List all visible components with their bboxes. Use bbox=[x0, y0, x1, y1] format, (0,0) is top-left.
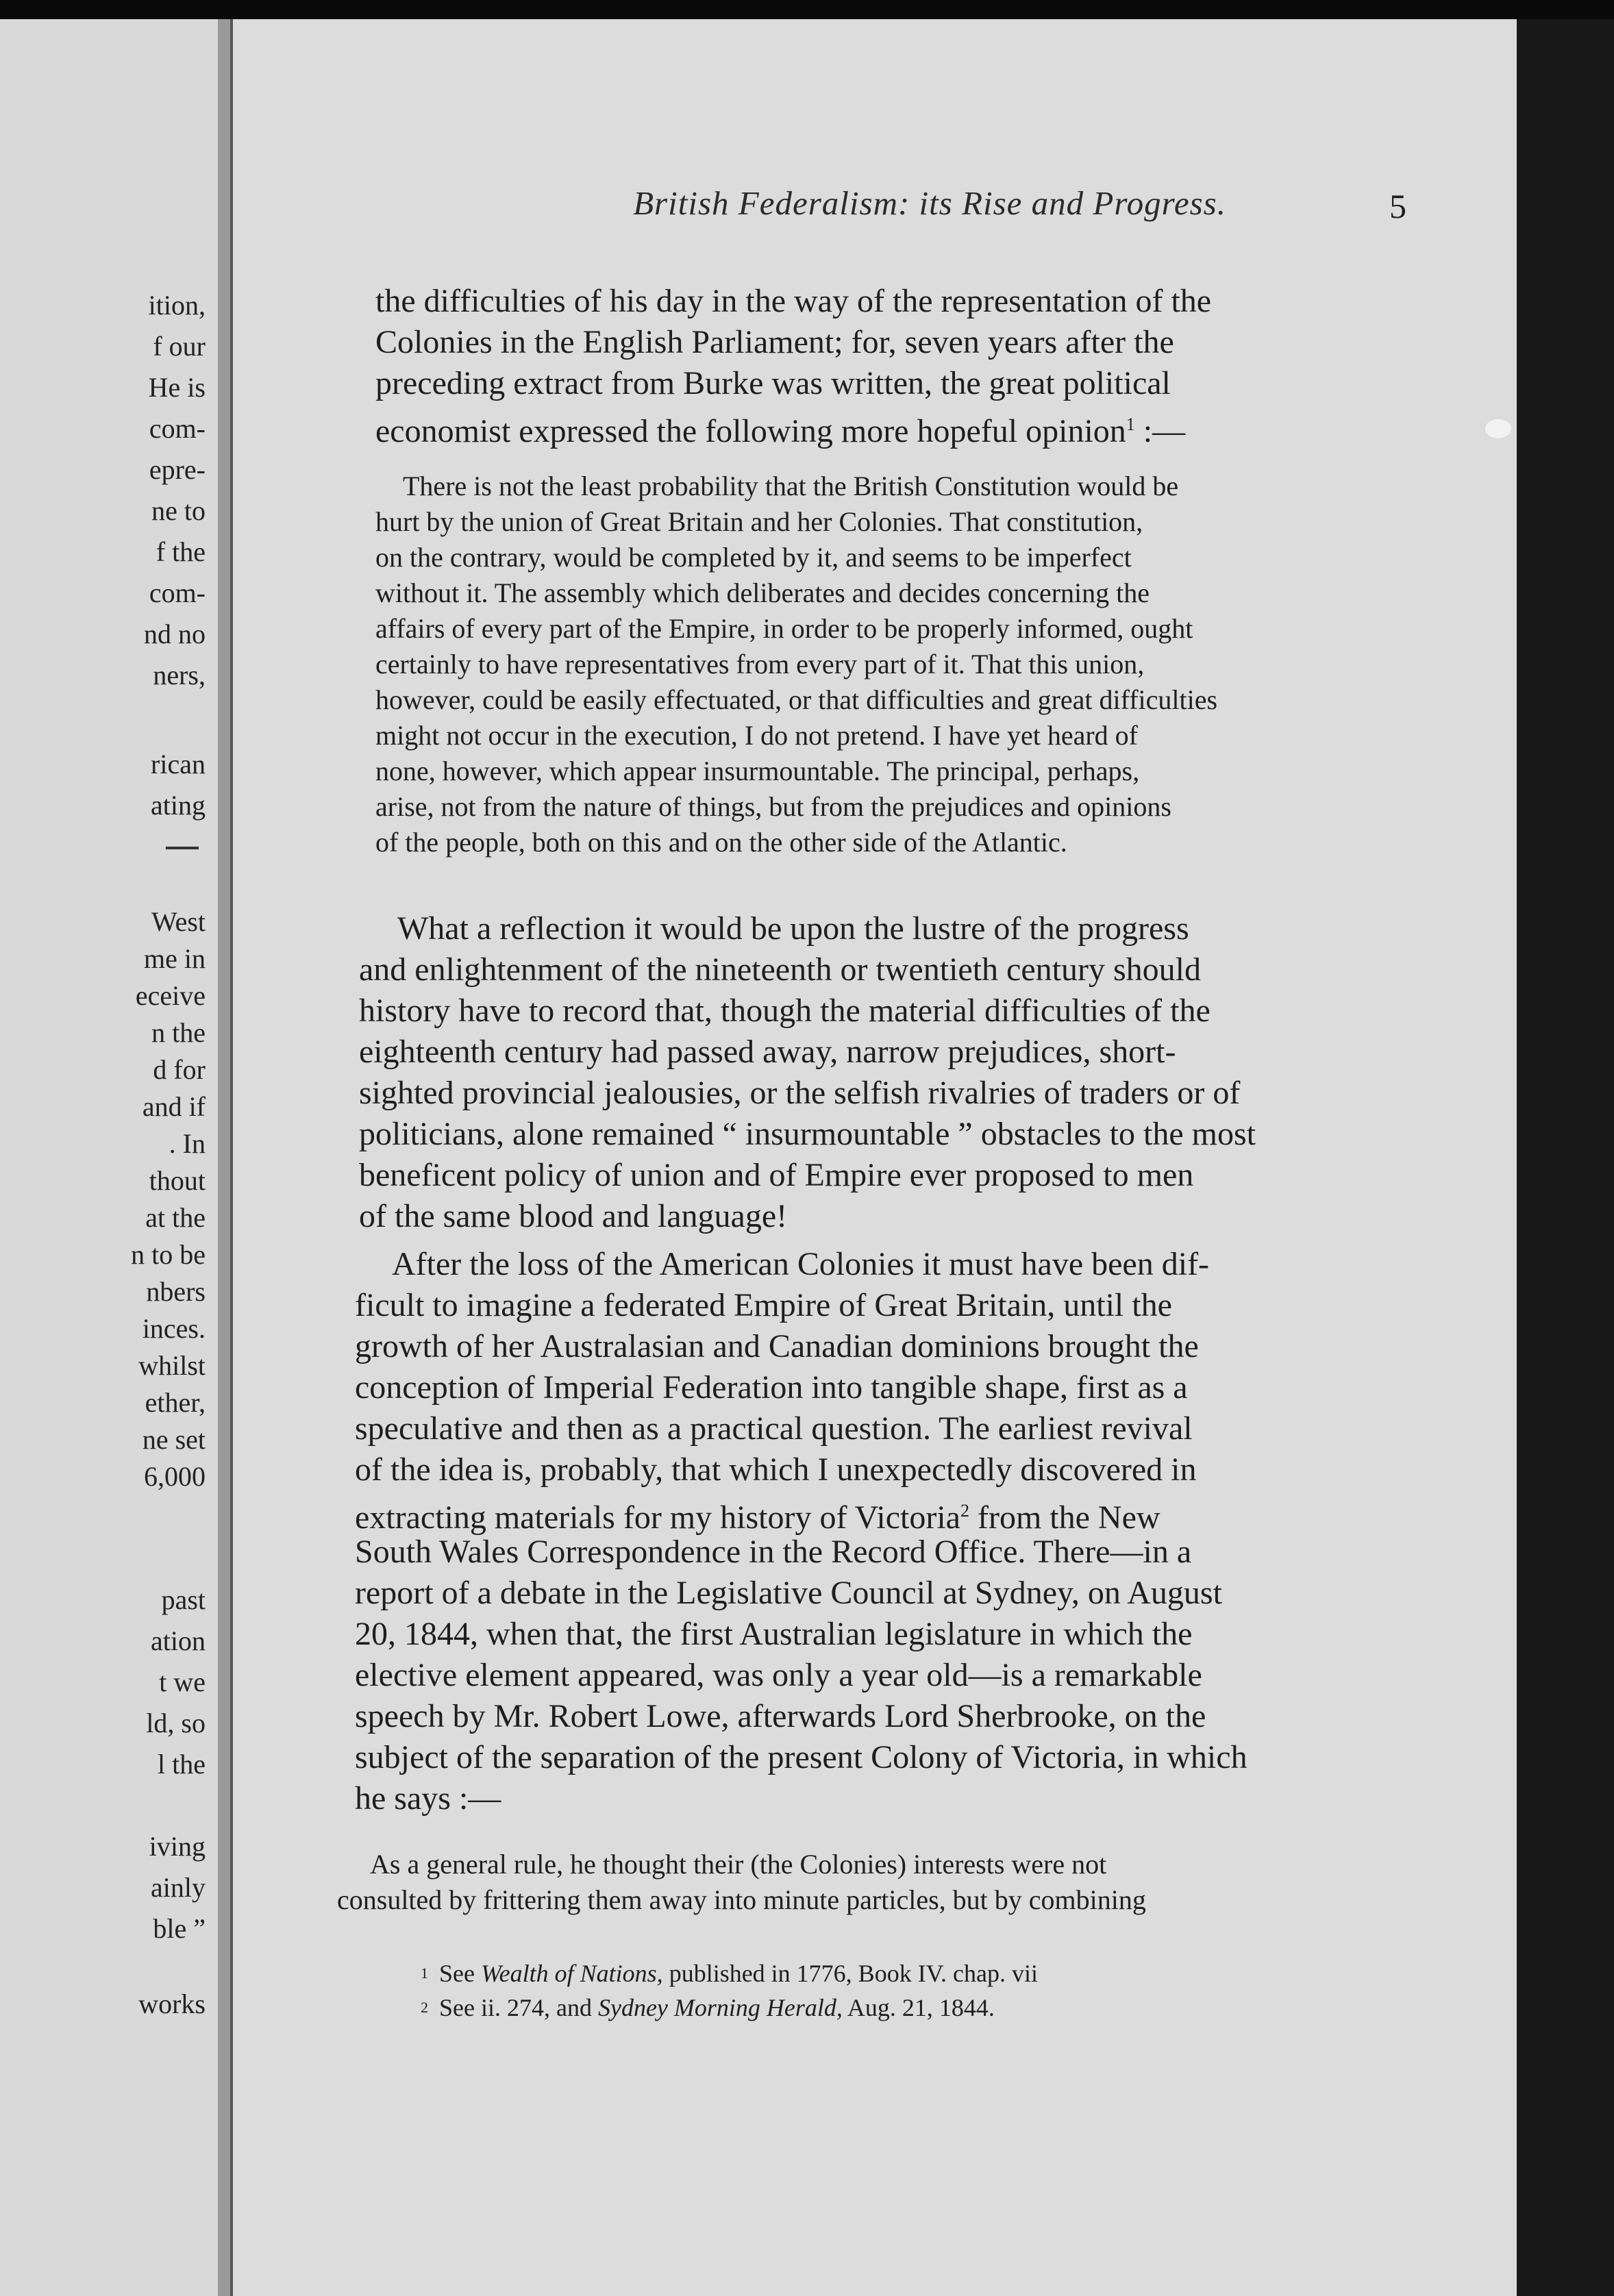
footnote-text: See ii. 274, and bbox=[439, 1994, 598, 2021]
footnote-title: Sydney Morning Herald, bbox=[597, 1994, 843, 2021]
footnote-text: published in 1776, Book IV. chap. vii bbox=[662, 1960, 1038, 1987]
footnote bbox=[421, 1992, 995, 2023]
facing-page-line: com- bbox=[149, 577, 206, 608]
facing-page-fragment bbox=[0, 19, 218, 2296]
quote-line: arise, not from the nature of things, but from the prejudices and opinions bbox=[375, 791, 1171, 822]
facing-page-line: past bbox=[161, 1584, 206, 1615]
scan-right-border bbox=[1517, 19, 1614, 2296]
body-line: speech by Mr. Robert Lowe, afterwards Lord Sherbrooke, on the bbox=[355, 1698, 1206, 1734]
quote-line: There is not the least probability that the British Constitution would be bbox=[403, 471, 1179, 501]
facing-page-line: West bbox=[151, 906, 206, 937]
body-line-text: economist expressed the following more hopeful opinion bbox=[375, 413, 1126, 449]
footnote-mark: 1 bbox=[421, 1964, 428, 1982]
body-line: of the idea is, probably, that which I unexpectedly discovered in bbox=[355, 1451, 1197, 1488]
quote-line: of the people, both on this and on the other side of the Atlantic. bbox=[375, 827, 1067, 858]
book-gutter bbox=[218, 19, 232, 2296]
body-line: elective element appeared, was only a year old—is a remarkable bbox=[355, 1657, 1202, 1693]
body-line: beneficent policy of union and of Empire ever proposed to men bbox=[359, 1157, 1194, 1193]
footnote-ref: 2 bbox=[960, 1501, 969, 1521]
facing-page-line: ition, bbox=[148, 290, 206, 321]
facing-page-line: ld, so bbox=[146, 1708, 206, 1738]
facing-page-line: epre- bbox=[149, 454, 206, 485]
body-line: eighteenth century had passed away, narrow prejudices, short- bbox=[359, 1034, 1176, 1070]
facing-page-line: f the bbox=[156, 536, 206, 567]
body-line: subject of the separation of the present Colony of Victoria, in which bbox=[355, 1739, 1247, 1775]
facing-page-line: l the bbox=[158, 1749, 206, 1780]
facing-page-line: inces. bbox=[142, 1313, 206, 1344]
scan-top-border bbox=[0, 0, 1614, 19]
body-line: 20, 1844, when that, the first Australian legislature in which the bbox=[355, 1616, 1193, 1652]
scan-speck bbox=[1485, 419, 1511, 438]
body-line: South Wales Correspondence in the Record Office. There—in a bbox=[355, 1534, 1192, 1570]
facing-page-line: d for bbox=[153, 1054, 206, 1085]
body-line-text: extracting materials for my history of Victoria bbox=[355, 1499, 960, 1536]
facing-page-line: ne set bbox=[142, 1424, 206, 1455]
facing-page-line: . In bbox=[169, 1128, 206, 1159]
quote-line: might not occur in the execution, I do not pretend. I have yet heard of bbox=[375, 720, 1138, 751]
footnote-mark: 2 bbox=[421, 1999, 428, 2016]
body-line: of the same blood and language! bbox=[359, 1198, 788, 1234]
footnote bbox=[421, 1958, 1038, 1989]
facing-page-line: 6,000 bbox=[144, 1461, 206, 1492]
footnote-title: Wealth of Nations, bbox=[480, 1960, 663, 1987]
quote-line: without it. The assembly which deliberates and decides concerning the bbox=[375, 577, 1150, 608]
body-line: Colonies in the English Parliament; for, seven years after the bbox=[375, 324, 1174, 360]
quote-line: on the contrary, would be completed by it, and seems to be imperfect bbox=[375, 542, 1132, 573]
body-line: sighted provincial jealousies, or the selfish rivalries of traders or of bbox=[359, 1075, 1241, 1111]
facing-page-line: works bbox=[138, 1988, 206, 2019]
body-line: the difficulties of his day in the way of the representation of the bbox=[375, 283, 1212, 319]
body-line: What a reflection it would be upon the lustre of the progress bbox=[397, 910, 1189, 947]
facing-page-line: at the bbox=[145, 1202, 206, 1233]
body-line: ficult to imagine a federated Empire of Great Britain, until the bbox=[355, 1287, 1172, 1323]
facing-page-line: ners, bbox=[153, 660, 206, 690]
facing-page-line: iving bbox=[149, 1831, 206, 1862]
facing-page-line: nd no bbox=[144, 619, 206, 649]
facing-page-line: ether, bbox=[145, 1387, 206, 1418]
facing-page-line: whilst bbox=[138, 1350, 206, 1381]
facing-page-line: t we bbox=[159, 1667, 206, 1697]
facing-page-line: n the bbox=[151, 1017, 206, 1048]
facing-page-line: ating bbox=[151, 790, 206, 821]
quote-line: hurt by the union of Great Britain and her Colonies. That constitution, bbox=[375, 506, 1143, 537]
facing-page-line: thout bbox=[149, 1165, 206, 1196]
body-line: conception of Imperial Federation into tangible shape, first as a bbox=[355, 1369, 1188, 1406]
footnote-text: See bbox=[439, 1960, 481, 1987]
facing-page-line: f our bbox=[153, 331, 206, 362]
facing-page-line: ainly bbox=[151, 1872, 206, 1903]
facing-page-line: ation bbox=[151, 1625, 206, 1656]
facing-page-rule bbox=[166, 847, 199, 849]
facing-page-line: ne to bbox=[151, 495, 206, 526]
running-head: British Federalism: its Rise and Progress. bbox=[633, 184, 1226, 222]
body-line: After the loss of the American Colonies it must have been dif- bbox=[392, 1246, 1210, 1282]
page-number: 5 bbox=[1389, 187, 1406, 225]
quote-line: certainly to have representatives from every part of it. That this union, bbox=[375, 649, 1145, 679]
quote-line: however, could be easily effectuated, or that difficulties and great difficulties bbox=[375, 684, 1218, 715]
body-line: report of a debate in the Legislative Council at Sydney, on August bbox=[355, 1575, 1222, 1611]
body-line: he says :— bbox=[355, 1780, 501, 1817]
quote-line: consulted by frittering them away into minute particles, but by combining bbox=[337, 1884, 1146, 1915]
footnote-ref: 1 bbox=[1126, 414, 1135, 434]
quote-line: none, however, which appear insurmountable. The principal, perhaps, bbox=[375, 756, 1140, 786]
body-line: speculative and then as a practical question. The earliest revival bbox=[355, 1410, 1193, 1447]
body-line bbox=[375, 404, 1185, 452]
body-line-text: from the New bbox=[977, 1499, 1160, 1536]
facing-page-line: He is bbox=[148, 372, 206, 403]
facing-page-line: me in bbox=[144, 943, 206, 974]
facing-page-line: n to be bbox=[131, 1239, 206, 1270]
footnote-text: Aug. 21, 1844. bbox=[842, 1994, 995, 2021]
quote-line: As a general rule, he thought their (the Colonies) interests were not bbox=[370, 1849, 1107, 1880]
facing-page-line: rican bbox=[151, 749, 206, 779]
body-line: and enlightenment of the nineteenth or twentieth century should bbox=[359, 951, 1201, 988]
facing-page-line: and if bbox=[142, 1091, 206, 1122]
facing-page-line: ble ” bbox=[153, 1913, 206, 1944]
facing-page-line: com- bbox=[149, 413, 206, 444]
body-line: politicians, alone remained “ insurmountable ” obstacles to the most bbox=[359, 1116, 1256, 1152]
quote-line: affairs of every part of the Empire, in order to be properly informed, ought bbox=[375, 613, 1193, 644]
body-line: growth of her Australasian and Canadian dominions brought the bbox=[355, 1328, 1199, 1364]
facing-page-line: eceive bbox=[135, 980, 206, 1011]
body-line: preceding extract from Burke was written, the great political bbox=[375, 365, 1171, 401]
body-line: history have to record that, though the material difficulties of the bbox=[359, 993, 1210, 1029]
facing-page-line: nbers bbox=[146, 1276, 206, 1307]
body-line-text: :— bbox=[1143, 413, 1186, 449]
